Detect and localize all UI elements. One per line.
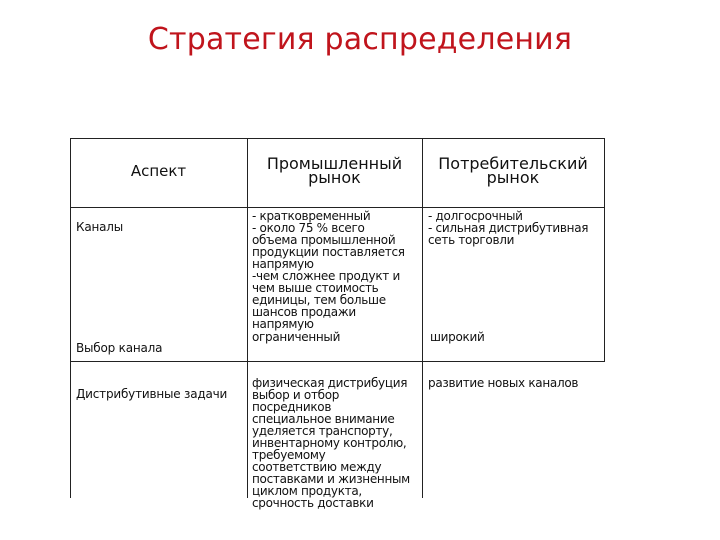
cell-channels-industrial: - кратковременный - около 75 % всего объема промышленной продукции поставляется напрямую -чем сложнее продукт и чем выше стоимость единицы, тем больше шансов продажи напрямую — [252, 209, 405, 331]
header-consumer — [422, 154, 604, 187]
cell-channels-consumer: - долгосрочный - сильная дистрибутивная сеть торговли — [428, 209, 589, 247]
column-divider-1 — [247, 138, 248, 498]
row-divider-choice — [70, 361, 605, 362]
header-industrial — [247, 154, 422, 187]
row-label-channel-choice: Выбор канала — [76, 341, 163, 355]
header-consumer-line2: рынок — [486, 168, 540, 187]
cell-tasks-consumer: развитие новых каналов — [428, 376, 579, 390]
cell-tasks-industrial: физическая дистрибуция выбор и отбор посредников специальное внимание уделяется транспорту, инвентарному контролю, требуемому соответствию между поставками и жизненным циклом продукта, срочность доставки — [252, 376, 410, 510]
column-divider-2 — [422, 138, 423, 498]
page-title: Стратегия распределения — [147, 22, 573, 57]
header-industrial-line2: рынок — [308, 168, 361, 187]
cell-choice-consumer: широкий — [430, 330, 485, 344]
row-divider-header — [70, 207, 605, 208]
header-aspect: Аспект — [130, 162, 187, 180]
row-label-channels: Каналы — [76, 220, 124, 234]
header-industrial-line1: Промышленный — [266, 154, 403, 173]
cell-choice-industrial: ограниченный — [252, 330, 341, 344]
column-divider-right — [604, 138, 605, 361]
header-consumer-line1: Потребительский — [438, 154, 588, 173]
row-label-distribution-tasks: Дистрибутивные задачи — [76, 387, 228, 401]
